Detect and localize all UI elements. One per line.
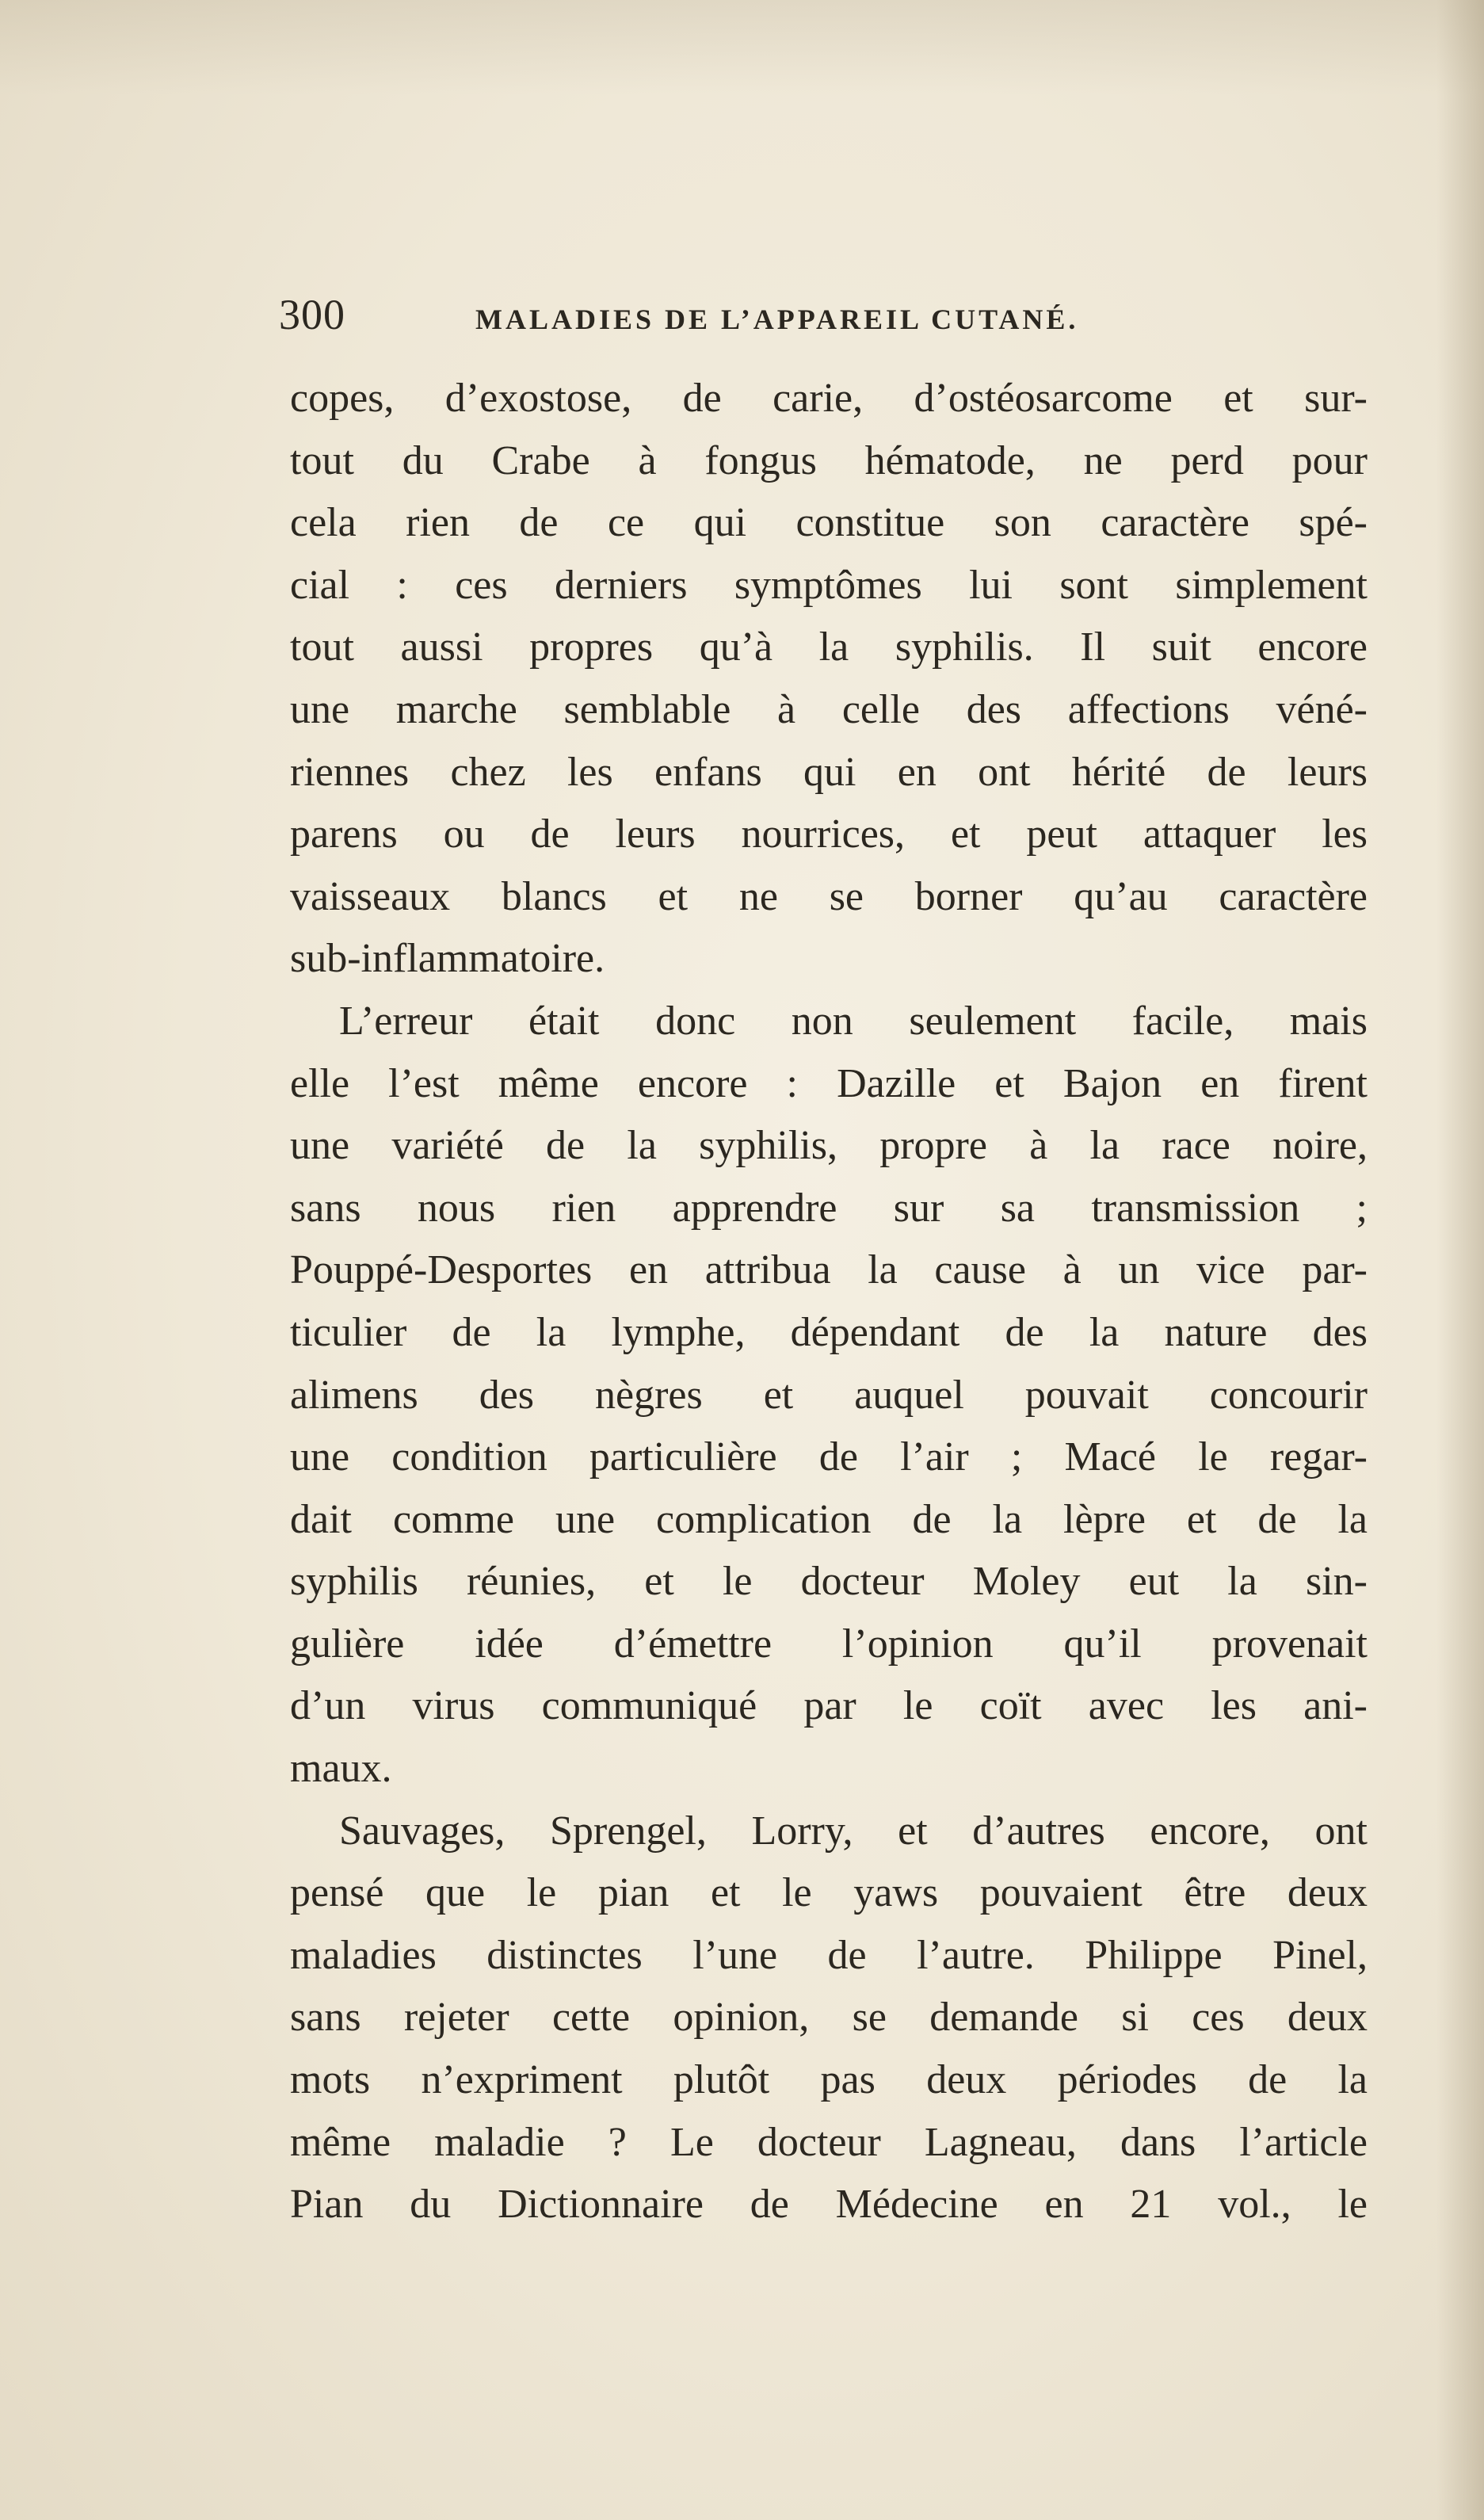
page-top-shading <box>0 0 1484 95</box>
text-line: parens ou de leurs nourrices, et peut attaquer les <box>290 811 1368 857</box>
paragraph-first-line: L’erreur était donc non seulement facile, mais <box>339 998 1368 1044</box>
text-line: Pouppé-Desportes en attribua la cause à un vice par- <box>290 1247 1368 1293</box>
text-line: sub-inflammatoire. <box>290 936 605 982</box>
text-line: elle l’est même encore : Dazille et Bajon en firent <box>290 1060 1368 1106</box>
body-text <box>290 368 1368 2236</box>
text-line: dait comme une complication de la lèpre et de la <box>290 1496 1368 1542</box>
text-line: copes, d’exostose, de carie, d’ostéosarcome et sur- <box>290 376 1368 421</box>
text-line: sans rejeter cette opinion, se demande si ces deux <box>290 1995 1368 2041</box>
text-line: cela rien de ce qui constitue son caractère spé- <box>290 500 1368 546</box>
text-line: tout aussi propres qu’à la syphilis. Il suit encore <box>290 624 1368 670</box>
text-line: d’un virus communiqué par le coït avec les ani- <box>290 1683 1368 1729</box>
text-line: syphilis réunies, et le docteur Moley eut la sin- <box>290 1559 1368 1605</box>
running-title: MALADIES DE L’APPAREIL CUTANÉ. <box>475 304 1079 335</box>
text-line: une condition particulière de l’air ; Macé le regar- <box>290 1434 1368 1480</box>
text-line: une variété de la syphilis, propre à la race noire, <box>290 1123 1368 1169</box>
text-line: sans nous rien apprendre sur sa transmission ; <box>290 1185 1368 1231</box>
text-line: riennes chez les enfans qui en ont hérité de leurs <box>290 749 1368 795</box>
text-line: gulière idée d’émettre l’opinion qu’il provenait <box>290 1621 1368 1667</box>
text-line: Pian du Dictionnaire de Médecine en 21 vol., le <box>290 2182 1368 2228</box>
text-line: maux. <box>290 1746 392 1792</box>
text-line: alimens des nègres et auquel pouvait concourir <box>290 1372 1368 1418</box>
text-line: une marche semblable à celle des affections véné- <box>290 686 1368 732</box>
page-edge-shadow <box>1436 0 1484 2520</box>
text-line: cial : ces derniers symptômes lui sont simplement <box>290 562 1368 608</box>
page-number: 300 <box>279 291 345 338</box>
paragraph-first-line: Sauvages, Sprengel, Lorry, et d’autres encore, ont <box>339 1808 1368 1854</box>
text-line: tout du Crabe à fongus hématode, ne perd pour <box>290 437 1368 483</box>
text-line: vaisseaux blancs et ne se borner qu’au caractère <box>290 873 1368 919</box>
text-line: mots n’expriment plutôt pas deux périodes de la <box>290 2057 1368 2103</box>
text-line: même maladie ? Le docteur Lagneau, dans l’article <box>290 2119 1368 2165</box>
text-line: pensé que le pian et le yaws pouvaient être deux <box>290 1870 1368 1916</box>
running-header <box>279 290 1372 361</box>
text-line: maladies distinctes l’une de l’autre. Philippe Pinel, <box>290 1932 1368 1978</box>
text-line: ticulier de la lymphe, dépendant de la nature des <box>290 1309 1368 1355</box>
